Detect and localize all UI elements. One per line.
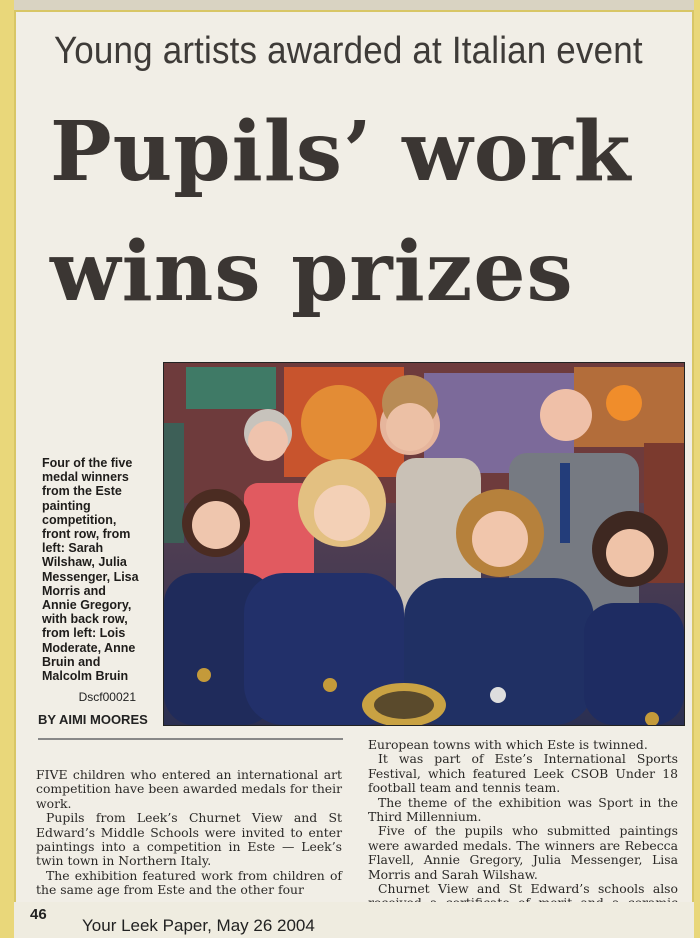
- photo-caption: Four of the five medal winners from the Este painting competition, front row, from left: Sarah Wilshaw, Julia Messenger, Lisa Morris and Annie Gregory, with back row, from left: Lois Moderate, Anne Bruin and Malcolm Bruin: [42, 456, 139, 684]
- headline-line-2: wins prizes: [50, 224, 574, 320]
- paragraph: The theme of the exhibition was Sport in the Third Millennium.: [368, 794, 678, 825]
- byline-rule: [38, 738, 343, 740]
- article-headline: [50, 92, 695, 332]
- paragraph: The exhibition featured work from children of the same age from Este and the other four: [36, 867, 342, 898]
- group-photo: [163, 362, 685, 726]
- byline: BY AIMI MOORES: [38, 712, 148, 727]
- body-column-right: [368, 738, 678, 925]
- paragraph: It was part of Este’s International Sports Festival, which featured Leek CSOB Under 18 football team and tennis team.: [368, 751, 678, 796]
- group-photo-illustration: [164, 363, 684, 725]
- page-number: 46: [30, 906, 47, 923]
- headline-line-1: Pupils’ work: [50, 104, 632, 200]
- paragraph: Five of the pupils who submitted paintings were awarded medals. The winners are Rebecca Flavell, Annie Gregory, Julia Messenger, Lisa Morris and Sarah Wilshaw.: [368, 823, 678, 882]
- paragraph: Churnet View and St Edward’s schools also: [378, 881, 678, 897]
- paper-name-date: Your Leek Paper, May 26 2004: [82, 916, 315, 935]
- paragraph: European towns with which Este is twinned.: [368, 737, 648, 752]
- paragraph: Pupils from Leek’s Churnet View and St Edward’s Middle Schools were invited to enter paintings into a competition in Este — Leek’s twin town in Northern Italy.: [36, 810, 342, 869]
- body-column-left: [36, 768, 342, 898]
- article-kicker: Young artists awarded at Italian event: [54, 30, 643, 72]
- paragraph: FIVE children who entered an international art competition have been awarded medals for their work.: [36, 767, 343, 811]
- photo-id: Dscf00021: [78, 690, 136, 704]
